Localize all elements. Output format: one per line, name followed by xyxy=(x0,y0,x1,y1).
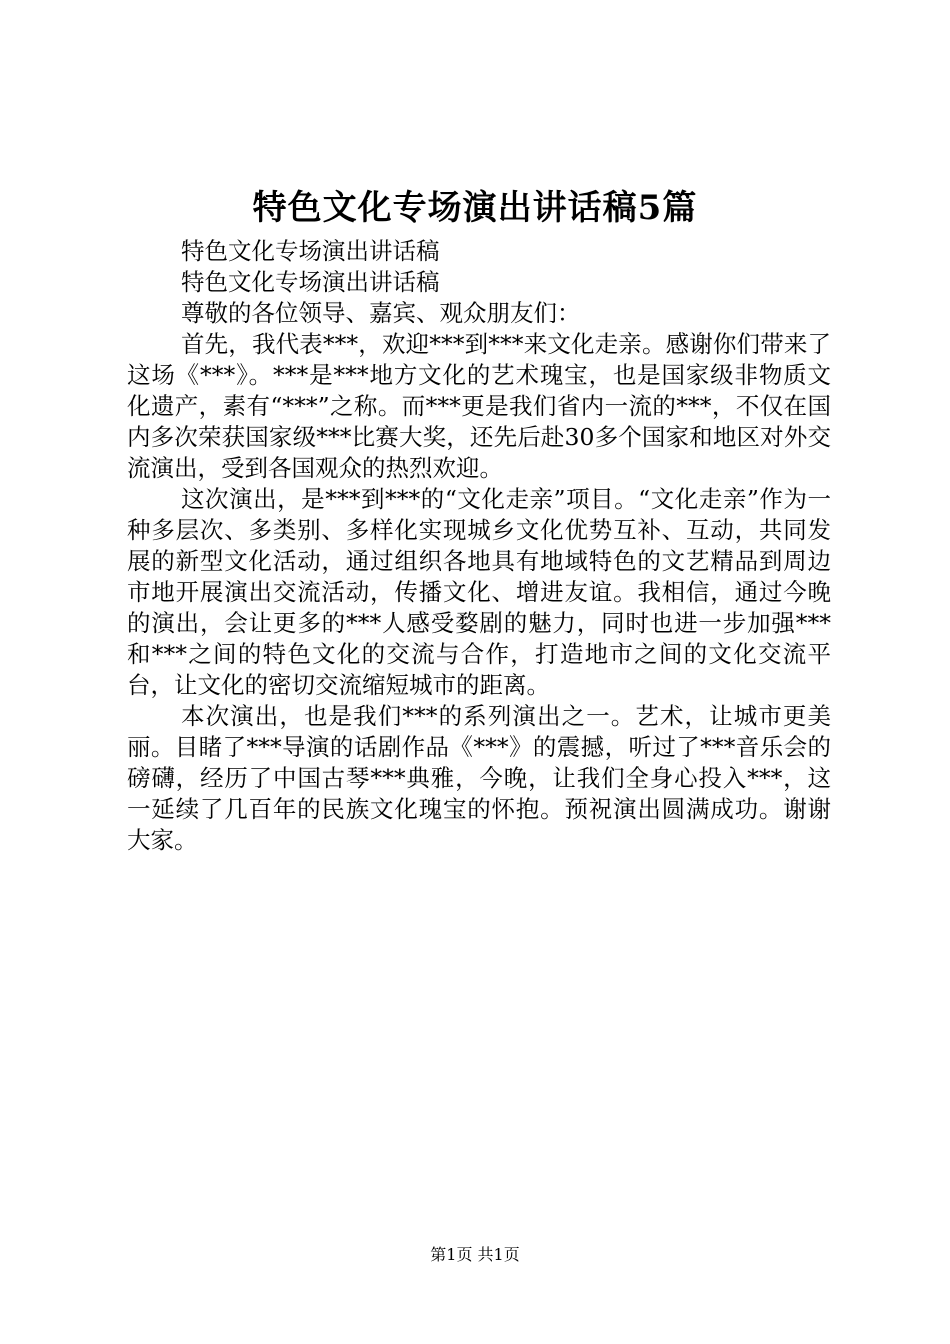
page-footer: 第1页 共1页 xyxy=(430,1245,520,1264)
paragraph: 这次演出，是***到***的“文化走亲”项目。“文化走亲”作为一种多层次、多类别、多样化实现城乡文化优势互补、互动，共同发展的新型文化活动，通过组织各地具有地域特色的文艺精品到周边市地开展演出交流活动，传播文化、增进友谊。我相信，通过今晚的演出，会让更多的***人感受婺剧的魅力，同时也进一步加强***和***之间的特色文化的交流与合作，打造地市之间的文化交流平台，让文化的密切交流缩短城市的距离。 xyxy=(127,485,831,699)
paragraph: 首先，我代表***，欢迎***到***来文化走亲。感谢你们带来了这场《***》。***是***地方文化的艺术瑰宝，也是国家级非物质文化遗产，素有“***”之称。而***更是我们省内一流的***，不仅在国内多次荣获国家级***比赛大奖，还先后赴30多个国家和地区对外交流演出，受到各国观众的热烈欢迎。 xyxy=(127,330,831,482)
salutation: 尊敬的各位领导、嘉宾、观众朋友们： xyxy=(181,299,581,327)
document-body xyxy=(127,236,831,856)
subheading: 特色文化专场演出讲话稿 xyxy=(181,268,440,296)
subheading: 特色文化专场演出讲话稿 xyxy=(181,237,440,265)
document-title: 特色文化专场演出讲话稿5篇 xyxy=(252,188,698,228)
paragraph: 本次演出，也是我们***的系列演出之一。艺术，让城市更美丽。目睹了***导演的话剧作品《***》的震撼，听过了***音乐会的磅礴，经历了中国古琴***典雅，今晚，让我们全身心投入***，这一延续了几百年的民族文化瑰宝的怀抱。预祝演出圆满成功。谢谢大家。 xyxy=(127,702,831,854)
